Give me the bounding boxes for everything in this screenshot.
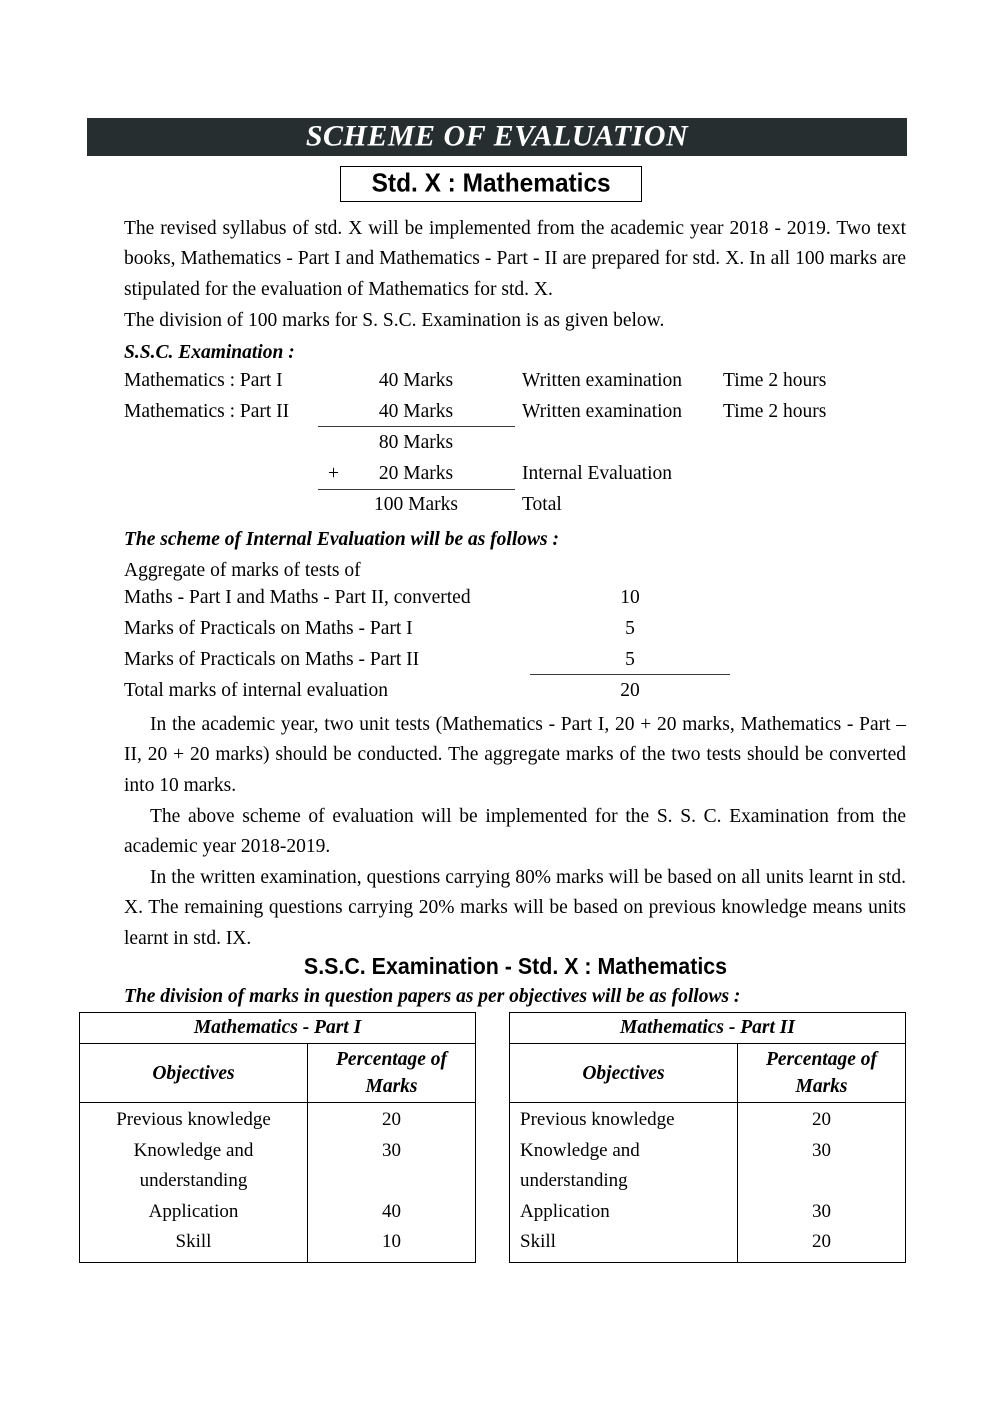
table-row: 30 — [812, 1139, 831, 1161]
table-row: 20 — [812, 1231, 831, 1252]
objectives-cells — [80, 1103, 308, 1263]
table-row: 20 — [812, 1109, 831, 1130]
column-header-percentage-line1: Percentage of — [336, 1049, 448, 1070]
table-title-row — [510, 1013, 906, 1044]
internal-total-rule — [530, 674, 730, 675]
table-body-row — [80, 1103, 476, 1263]
internal-row-value-0: 10 — [620, 587, 640, 608]
table-row: 10 — [382, 1231, 401, 1252]
table-row: Knowledge and — [133, 1139, 254, 1161]
table-title: Mathematics - Part I — [80, 1013, 476, 1044]
objectives-table-part-ii — [509, 1012, 906, 1263]
marks-row-value-3: 20 Marks — [378, 463, 454, 484]
marks-subtotal-rule — [318, 426, 515, 427]
internal-row-label-3: Total marks of internal evaluation — [124, 680, 388, 701]
table-row — [738, 1166, 905, 1197]
intro-paragraph-2: The division of 100 marks for S. S.C. Examination is as given below. — [124, 310, 665, 331]
internal-row-value-1: 5 — [625, 618, 635, 639]
objectives-section-subheading: The division of marks in question papers as per objectives will be as follows : — [124, 986, 741, 1007]
column-header-percentage — [738, 1044, 906, 1103]
note-paragraph-4: The above scheme of evaluation will be implemented for the S. S. C. Examination from the academic year 2018-2019. — [124, 806, 906, 858]
banner-title: SCHEME OF EVALUATION — [305, 119, 689, 153]
table-title-row — [80, 1013, 476, 1044]
table-row: 40 — [382, 1200, 401, 1222]
intro-paragraph-1: The revised syllabus of std. X will be implemented from the academic year 2018 - 2019. Two text books, Mathematics - Part I and Mathematics - Part - II are prepared for std. X. In all 100 marks are stipulated for the evaluation of Mathematics for std. X. — [124, 218, 906, 300]
ssc-exam-heading: S.S.C. Examination : — [124, 342, 295, 363]
objectives-cells — [510, 1103, 738, 1263]
column-header-percentage-line2: Marks — [795, 1076, 848, 1097]
marks-row-desc-4: Total — [522, 494, 562, 515]
internal-row-label-0: Maths - Part I and Maths - Part II, converted — [124, 587, 471, 608]
table-row: Skill — [175, 1231, 212, 1252]
marks-row-label-1: Mathematics : Part II — [124, 401, 290, 422]
column-header-objectives: Objectives — [80, 1044, 308, 1103]
marks-row-plus-3: + — [328, 463, 339, 484]
column-header-percentage-line2: Marks — [365, 1076, 418, 1097]
table-header-row — [80, 1044, 476, 1103]
marks-row-desc-0: Written examination — [522, 370, 683, 391]
marks-row-value-1: 40 Marks — [378, 401, 454, 422]
column-header-percentage — [308, 1044, 476, 1103]
table-row — [308, 1166, 475, 1197]
objectives-section-heading-text: S.S.C. Examination - Std. X : Mathematics — [303, 953, 727, 979]
table-title: Mathematics - Part II — [510, 1013, 906, 1044]
subject-title-text: Std. X : Mathematics — [371, 167, 611, 198]
percentage-cells — [308, 1103, 476, 1263]
column-header-percentage-line1: Percentage of — [765, 1049, 877, 1070]
note-paragraph-5: In the written examination, questions carrying 80% marks will be based on all units learnt in std. X. The remaining questions carrying 20% marks will be based on previous knowledge means units learnt in std. IX. — [124, 867, 906, 949]
marks-row-label-0: Mathematics : Part I — [124, 370, 283, 391]
marks-row-time-0: Time 2 hours — [723, 370, 827, 391]
table-row: Previous knowledge — [116, 1109, 271, 1130]
table-row: Application — [148, 1200, 239, 1222]
subject-title-label — [341, 167, 641, 198]
internal-row-label-1: Marks of Practicals on Maths - Part I — [124, 618, 413, 639]
table-row: understanding — [520, 1170, 628, 1191]
internal-row-label-2: Marks of Practicals on Maths - Part II — [124, 649, 420, 670]
table-row: Knowledge and — [520, 1139, 640, 1161]
marks-row-time-1: Time 2 hours — [723, 401, 827, 422]
marks-total-rule — [318, 489, 515, 490]
objectives-table-part-i — [79, 1012, 476, 1263]
percentage-cells — [738, 1103, 906, 1263]
table-row: 30 — [382, 1139, 401, 1161]
table-row: 30 — [812, 1200, 831, 1222]
internal-evaluation-heading: The scheme of Internal Evaluation will be as follows : — [124, 529, 559, 550]
table-header-row — [510, 1044, 906, 1103]
table-row: Previous knowledge — [520, 1109, 675, 1130]
column-header-objectives: Objectives — [510, 1044, 738, 1103]
marks-row-desc-1: Written examination — [522, 401, 683, 422]
marks-row-value-0: 40 Marks — [378, 370, 454, 391]
table-row: 20 — [382, 1109, 401, 1130]
table-row: understanding — [139, 1170, 248, 1191]
table-body-row — [510, 1103, 906, 1263]
table-row: Application — [520, 1200, 610, 1222]
subject-title-box — [340, 166, 642, 202]
marks-row-desc-3: Internal Evaluation — [522, 463, 672, 484]
scheme-banner — [87, 118, 907, 156]
marks-row-value-2: 80 Marks — [378, 432, 454, 453]
internal-row-value-2: 5 — [625, 649, 635, 670]
marks-row-value-4: 100 Marks — [374, 494, 458, 515]
table-row: Skill — [520, 1231, 556, 1252]
note-paragraph-3: In the academic year, two unit tests (Mathematics - Part I, 20 + 20 marks, Mathematics - Part – II, 20 + 20 marks) should be conducted. The aggregate marks of the two tests should be converted into 10 marks. — [124, 714, 906, 796]
objectives-section-heading — [124, 953, 906, 980]
internal-row-value-3: 20 — [620, 680, 640, 701]
internal-evaluation-lead: Aggregate of marks of tests of — [124, 560, 361, 581]
